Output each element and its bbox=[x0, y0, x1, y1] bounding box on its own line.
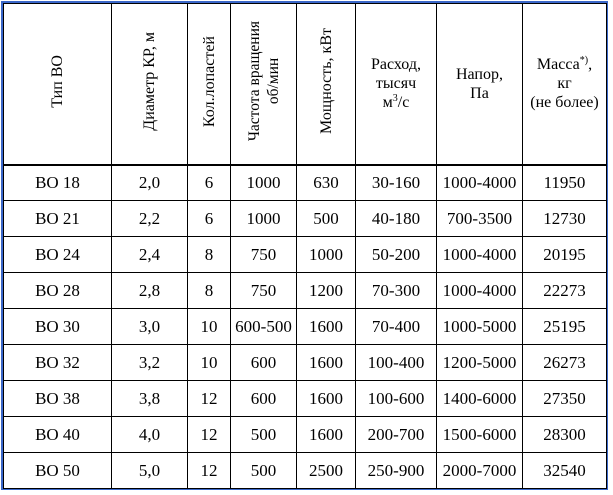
cell-speed: 500 bbox=[231, 417, 297, 453]
cell-blades: 10 bbox=[188, 309, 231, 345]
cell-speed: 600 bbox=[231, 345, 297, 381]
cell-power: 630 bbox=[297, 165, 356, 201]
header-speed-label bbox=[245, 21, 283, 141]
cell-pressure: 700-3500 bbox=[437, 201, 523, 237]
header-mass-line1 bbox=[523, 55, 606, 74]
cell-type: ВО 32 bbox=[4, 345, 112, 381]
header-pressure-line1: Напор, bbox=[455, 65, 503, 83]
cell-type: ВО 38 bbox=[4, 381, 112, 417]
cell-pressure: 1200-5000 bbox=[437, 345, 523, 381]
cell-flow: 40-180 bbox=[356, 201, 437, 237]
table-row bbox=[4, 165, 607, 201]
cell-pressure: 2000-7000 bbox=[437, 453, 523, 489]
cell-diameter: 3,8 bbox=[112, 381, 188, 417]
cell-flow: 250-900 bbox=[356, 453, 437, 489]
header-diameter-label: Диаметр КР, м bbox=[141, 31, 158, 131]
cell-blades: 8 bbox=[188, 237, 231, 273]
cell-mass: 28300 bbox=[523, 417, 607, 453]
cell-blades: 6 bbox=[188, 165, 231, 201]
table-header bbox=[4, 4, 607, 165]
cell-mass: 22273 bbox=[523, 273, 607, 309]
header-row bbox=[4, 4, 607, 165]
header-type bbox=[4, 4, 112, 165]
cell-type: ВО 30 bbox=[4, 309, 112, 345]
cell-blades: 8 bbox=[188, 273, 231, 309]
header-blades bbox=[188, 4, 231, 165]
cell-mass: 32540 bbox=[523, 453, 607, 489]
cell-speed: 500 bbox=[231, 453, 297, 489]
header-blades-label: Кол.лопастей bbox=[200, 35, 218, 127]
cell-power: 500 bbox=[297, 201, 356, 237]
cell-pressure: 1000-4000 bbox=[437, 273, 523, 309]
table-row bbox=[4, 273, 607, 309]
cell-mass: 11950 bbox=[523, 165, 607, 201]
cell-power: 1600 bbox=[297, 417, 356, 453]
cell-pressure: 1500-6000 bbox=[437, 417, 523, 453]
cell-diameter: 2,8 bbox=[112, 273, 188, 309]
cell-blades: 6 bbox=[188, 201, 231, 237]
header-mass-comma: , bbox=[588, 56, 593, 74]
cell-type: ВО 18 bbox=[4, 165, 112, 201]
table-row bbox=[4, 381, 607, 417]
cell-blades: 12 bbox=[188, 417, 231, 453]
cell-blades: 10 bbox=[188, 345, 231, 381]
header-mass bbox=[523, 4, 607, 165]
table-row bbox=[4, 201, 607, 237]
header-flow-unit-sup: 3 bbox=[392, 93, 398, 105]
cell-power: 1000 bbox=[297, 237, 356, 273]
cell-mass: 27350 bbox=[523, 381, 607, 417]
cell-flow: 100-400 bbox=[356, 345, 437, 381]
cell-type: ВО 40 bbox=[4, 417, 112, 453]
cell-speed: 600 bbox=[231, 381, 297, 417]
cell-power: 2500 bbox=[297, 453, 356, 489]
header-mass-footnote-mark: *) bbox=[579, 55, 589, 67]
table-row bbox=[4, 417, 607, 453]
cell-type: ВО 28 bbox=[4, 273, 112, 309]
cell-diameter: 3,2 bbox=[112, 345, 188, 381]
cell-speed: 1000 bbox=[231, 165, 297, 201]
header-speed-line2: об/мин bbox=[264, 58, 282, 105]
cell-diameter: 2,4 bbox=[112, 237, 188, 273]
cell-mass: 25195 bbox=[523, 309, 607, 345]
cell-power: 1600 bbox=[297, 345, 356, 381]
cell-power: 1600 bbox=[297, 309, 356, 345]
header-power-label: Мощность, кВт bbox=[317, 28, 335, 135]
header-flow-unit-rest: /с bbox=[397, 94, 410, 112]
cell-blades: 12 bbox=[188, 453, 231, 489]
cell-flow: 30-160 bbox=[356, 165, 437, 201]
cell-flow: 200-700 bbox=[356, 417, 437, 453]
cell-type: ВО 24 bbox=[4, 237, 112, 273]
table-row bbox=[4, 237, 607, 273]
cell-speed: 600-500 bbox=[231, 309, 297, 345]
header-diameter bbox=[112, 4, 188, 165]
cell-speed: 750 bbox=[231, 273, 297, 309]
header-mass-line3: (не более) bbox=[530, 94, 599, 112]
header-flow-line2: тысяч bbox=[375, 75, 417, 93]
cell-blades: 12 bbox=[188, 381, 231, 417]
cell-speed: 750 bbox=[231, 237, 297, 273]
cell-diameter: 3,0 bbox=[112, 309, 188, 345]
header-pressure bbox=[437, 4, 523, 165]
header-speed bbox=[231, 4, 297, 165]
cell-pressure: 1400-6000 bbox=[437, 381, 523, 417]
header-flow-line1: Расход, bbox=[371, 56, 421, 74]
table-row bbox=[4, 309, 607, 345]
table-row bbox=[4, 345, 607, 381]
cell-diameter: 4,0 bbox=[112, 417, 188, 453]
cell-pressure: 1000-4000 bbox=[437, 237, 523, 273]
cell-diameter: 5,0 bbox=[112, 453, 188, 489]
header-mass-word: Масса bbox=[536, 56, 580, 74]
table-body bbox=[4, 165, 607, 489]
cell-flow: 70-300 bbox=[356, 273, 437, 309]
cell-flow: 100-600 bbox=[356, 381, 437, 417]
header-flow-unit bbox=[356, 93, 436, 112]
cell-flow: 50-200 bbox=[356, 237, 437, 273]
cell-speed: 1000 bbox=[231, 201, 297, 237]
header-flow bbox=[356, 4, 437, 165]
cell-power: 1600 bbox=[297, 381, 356, 417]
header-type-label: Тип ВО bbox=[49, 54, 66, 108]
cell-flow: 70-400 bbox=[356, 309, 437, 345]
cell-mass: 12730 bbox=[523, 201, 607, 237]
cell-mass: 26273 bbox=[523, 345, 607, 381]
header-mass-line2: кг bbox=[557, 75, 572, 93]
header-pressure-line2: Па bbox=[470, 84, 489, 102]
table-row bbox=[4, 453, 607, 489]
header-flow-unit-m: м bbox=[382, 94, 393, 112]
cell-type: ВО 50 bbox=[4, 453, 112, 489]
cell-type: ВО 21 bbox=[4, 201, 112, 237]
cell-mass: 20195 bbox=[523, 237, 607, 273]
cell-diameter: 2,2 bbox=[112, 201, 188, 237]
fan-specs-table bbox=[3, 3, 607, 489]
cell-pressure: 1000-4000 bbox=[437, 165, 523, 201]
cell-power: 1200 bbox=[297, 273, 356, 309]
header-speed-line1: Частота вращения bbox=[245, 21, 263, 142]
cell-diameter: 2,0 bbox=[112, 165, 188, 201]
cell-pressure: 1000-5000 bbox=[437, 309, 523, 345]
header-power bbox=[297, 4, 356, 165]
